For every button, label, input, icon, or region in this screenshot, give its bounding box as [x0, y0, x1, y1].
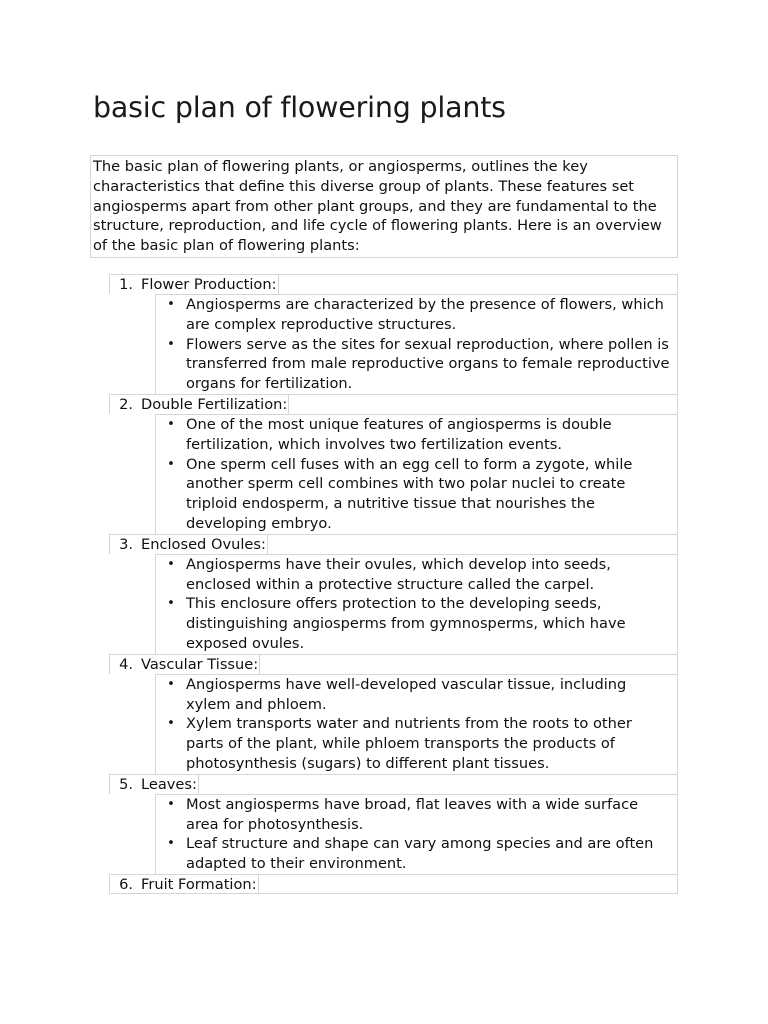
bullet-list	[155, 294, 678, 394]
bullet-text: Leaf structure and shape can vary among species and are often adapted to their environment.	[186, 835, 654, 873]
list-item	[109, 774, 678, 874]
bullet-item	[156, 675, 673, 715]
bullet-text: Angiosperms have well-developed vascular tissue, including xylem and phloem.	[186, 675, 627, 713]
bullet-dot-icon: •	[167, 416, 175, 432]
bullet-text: Angiosperms have their ovules, which develop into seeds, enclosed within a protective structure called the carpel.	[186, 555, 611, 593]
section-heading-row	[109, 394, 678, 414]
section-heading-row	[109, 534, 678, 554]
bullet-text: Most angiosperms have broad, flat leaves with a wide surface area for photosynthesis.	[186, 795, 639, 833]
section-number: 3.	[119, 535, 133, 553]
bullet-dot-icon: •	[167, 676, 175, 692]
section-heading-row	[109, 774, 678, 794]
bullet-item	[156, 795, 673, 835]
list-item	[109, 654, 678, 774]
bullet-item	[156, 714, 673, 773]
bullet-list	[155, 554, 678, 654]
bullet-text: Flowers serve as the sites for sexual reproduction, where pollen is transferred from male reproductive organs to female reproductive organs for fertilization.	[186, 335, 670, 393]
section-heading: Double Fertilization:	[141, 395, 288, 413]
bullet-list	[155, 674, 678, 774]
section-heading: Vascular Tissue:	[141, 655, 259, 673]
bullet-text: One sperm cell fuses with an egg cell to form a zygote, while another sperm cell combines with two polar nuclei to create triploid endosperm, a nutritive tissue that nourishes the developing embryo.	[186, 455, 633, 532]
section-number: 1.	[119, 276, 133, 293]
bullet-text: Xylem transports water and nutrients from the roots to other parts of the plant, while phloem transports the products of photosynthesis (sugars) to different plant tissues.	[186, 715, 632, 772]
section-heading-row	[109, 274, 678, 294]
bullet-list	[155, 794, 678, 874]
bullet-item	[156, 594, 673, 653]
bullet-item	[156, 415, 673, 455]
list-item	[109, 874, 678, 894]
bullet-dot-icon: •	[167, 716, 175, 732]
section-number: 6.	[119, 875, 133, 893]
section-heading: Enclosed Ovules:	[141, 535, 266, 553]
bullet-dot-icon: •	[167, 336, 175, 352]
bullet-item	[156, 295, 673, 335]
bullet-item	[156, 555, 673, 595]
section-heading-row	[109, 654, 678, 674]
section-heading-row	[109, 874, 678, 894]
bullet-list	[155, 414, 678, 534]
section-number: 5.	[119, 775, 133, 793]
bullet-dot-icon: •	[167, 556, 175, 572]
bullet-text: This enclosure offers protection to the developing seeds, distinguishing angiosperms from gymnosperms, which have exposed ovules.	[186, 595, 626, 652]
intro-paragraph: The basic plan of flowering plants, or angiosperms, outlines the key characteristics that define this diverse group of plants. These features set angiosperms apart from other plant groups, and they are fundamental to the structure, reproduction, and life cycle of flowering plants. Here is an overview of the basic plan of flowering plants:	[90, 155, 678, 258]
bullet-text: One of the most unique features of angiosperms is double fertilization, which involves two fertilization events.	[186, 415, 612, 453]
bullet-item	[156, 335, 673, 394]
section-heading: Flower Production:	[141, 276, 277, 293]
list-item	[109, 534, 678, 654]
bullet-item	[156, 455, 673, 534]
section-list	[109, 274, 678, 894]
section-number: 2.	[119, 395, 133, 413]
bullet-text: Angiosperms are characterized by the presence of flowers, which are complex reproductive structures.	[186, 296, 664, 333]
bullet-dot-icon: •	[167, 456, 175, 472]
bullet-dot-icon: •	[167, 836, 175, 852]
section-heading: Leaves:	[141, 775, 197, 793]
bullet-item	[156, 834, 673, 874]
list-item	[109, 274, 678, 394]
page-title: basic plan of flowering plants	[93, 91, 506, 124]
section-number: 4.	[119, 655, 133, 673]
section-heading: Fruit Formation:	[141, 875, 257, 893]
bullet-dot-icon: •	[167, 596, 175, 612]
bullet-dot-icon: •	[167, 297, 175, 312]
list-item	[109, 394, 678, 534]
bullet-dot-icon: •	[167, 796, 175, 812]
